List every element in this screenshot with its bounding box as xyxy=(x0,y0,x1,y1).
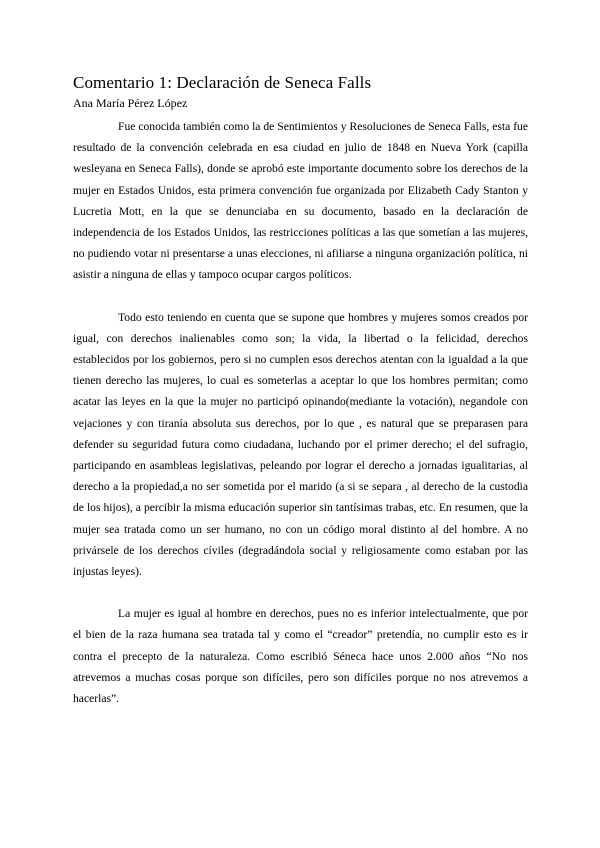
document-title: Comentario 1: Declaración de Seneca Falls xyxy=(73,73,372,92)
paragraph-3: La mujer es igual al hombre en derechos, pues no es inferior intelectualmente, que por el bien de la raza humana sea tratada tal y como el “creador” pretendía, no cumplir esto es ir contra el precepto de la naturaleza. Como escribió Séneca hace unos 2.000 años “No nos atrevemos a muchas cosas porque son difíciles, pero son difíciles porque no nos atrevemos a hacerlas”. xyxy=(73,607,528,706)
paragraph-1: Fue conocida también como la de Sentimientos y Resoluciones de Seneca Falls, esta fue resultado de la convención celebrada en esa ciudad en julio de 1848 en Nueva York (capilla wesleyana en Seneca Falls), donde se aprobó este importante documento sobre los derechos de la mujer en Estados Unidos, esta primera convención fue organizada por Elizabeth Cady Stanton y Lucretia Mott, en la que se denunciaba en su documento, basado en la declaración de independencia de los Estados Unidos, las restricciones políticas a las que sometían a las mujeres, no pudiendo votar ni presentarse a unas elecciones, ni afiliarse a ninguna organización política, ni asistir a ninguna de ellas y tampoco ocupar cargos políticos. xyxy=(73,120,528,282)
author-name: Ana María Pérez López xyxy=(73,96,188,110)
document-page xyxy=(73,72,528,709)
paragraph-2: Todo esto teniendo en cuenta que se supone que hombres y mujeres somos creados por igual, con derechos inalienables como son; la vida, la libertad o la felicidad, derechos establecidos por los gobiernos, pero si no cumplen esos derechos atentan con la igualdad a la que tienen derecho las mujeres, lo cual es someterlas a aceptar lo que los hombres permitan; como acatar las leyes en la que la mujer no participó opinando(mediante la votación), negandole con vejaciones y con tiranía absoluta sus derechos, por lo que , es natural que se preparasen para defender su seguridad futura como ciudadana, luchando por el primer derecho; el del sufragio, participando en asambleas legislativas, peleando por lograr el derecho a jornadas igualitarias, al derecho a la propiedad,a no ser sometida por el marido (a si se separa , al derecho de la custodia de los hijos), a percibir la misma educación superior sin tantísimas trabas, etc. En resumen, que la mujer sea tratada como un ser humano, no con un código moral distinto al del hombre. A no privársele de los derechos cíviles (degradándola social y religiosamente como estaban por las injustas leyes). xyxy=(73,310,528,579)
